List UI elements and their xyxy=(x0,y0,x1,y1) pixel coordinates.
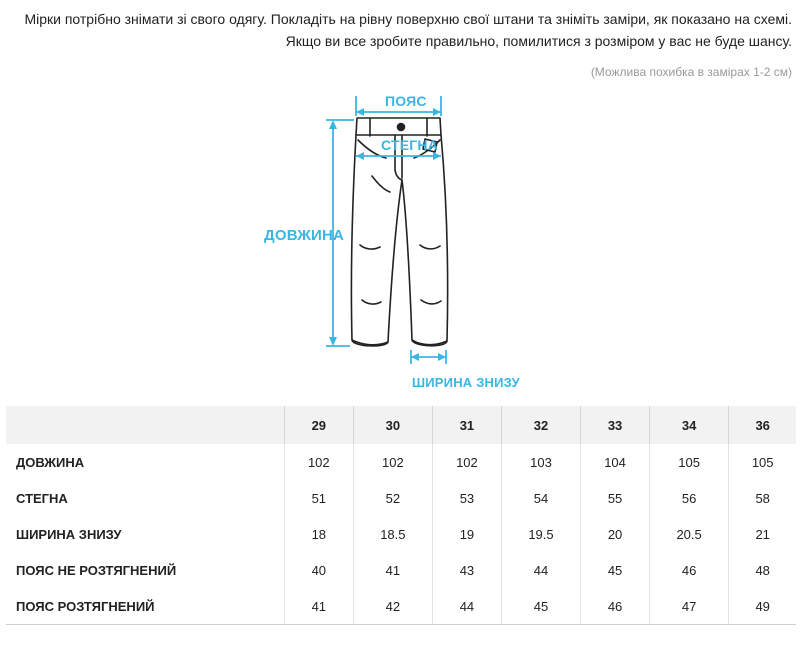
table-cell: 55 xyxy=(581,480,650,516)
hem-width-label: ШИРИНА ЗНИЗУ xyxy=(412,375,520,390)
table-cell: 56 xyxy=(649,480,729,516)
table-cell: 49 xyxy=(729,588,796,625)
table-cell: 19.5 xyxy=(501,516,581,552)
size-header: 31 xyxy=(433,406,502,444)
size-header: 32 xyxy=(501,406,581,444)
table-cell: 102 xyxy=(353,444,433,480)
table-cell: 58 xyxy=(755,490,770,506)
intro-line-1: Мірки потрібно знімати зі свого одягу. Покладіть на рівну поверхню свої штани та зніміть заміри, як показано на схемі. xyxy=(24,11,792,27)
table-cell: 41 xyxy=(353,552,433,588)
table-cell: 52 xyxy=(353,480,433,516)
table-cell: 46 xyxy=(649,552,729,588)
table-cell: 20 xyxy=(581,516,650,552)
table-cell: 47 xyxy=(649,588,729,625)
waist-label: ПОЯС xyxy=(385,93,427,109)
table-row xyxy=(6,480,796,516)
size-header: 33 xyxy=(581,406,650,444)
table-cell: 41 xyxy=(285,588,354,625)
size-header: 29 xyxy=(285,406,354,444)
row-label: ШИРИНА ЗНИЗУ xyxy=(6,516,285,552)
table-row xyxy=(6,552,796,588)
size-chart-table xyxy=(6,406,796,625)
size-header-row xyxy=(6,406,796,444)
table-cell: 48 xyxy=(755,562,770,578)
intro-line-2: Якщо ви все зробите правильно, помилитися з розміром у вас не буде шансу. xyxy=(285,33,792,49)
hip-label: СТЕГНА xyxy=(381,137,439,153)
header-empty-cell xyxy=(6,406,285,444)
table-row xyxy=(6,444,796,480)
table-cell: 54 xyxy=(501,480,581,516)
table-cell: 20.5 xyxy=(649,516,729,552)
size-header: 36 xyxy=(729,406,796,444)
table-cell: 105 xyxy=(649,444,729,480)
table-cell: 18 xyxy=(285,516,354,552)
measurement-error-note: (Можлива похибка в замірах 1-2 см) xyxy=(590,65,792,79)
table-cell: 105 xyxy=(751,454,774,470)
length-label: ДОВЖИНА xyxy=(264,227,345,244)
table-cell: 44 xyxy=(501,552,581,588)
table-cell: 103 xyxy=(501,444,581,480)
table-cell: 45 xyxy=(581,552,650,588)
row-label: СТЕГНА xyxy=(6,480,285,516)
table-cell: 53 xyxy=(433,480,502,516)
row-label: ПОЯС РОЗТЯГНЕНИЙ xyxy=(6,588,285,625)
table-cell: 21 xyxy=(755,526,770,542)
table-cell: 51 xyxy=(285,480,354,516)
table-cell: 102 xyxy=(285,444,354,480)
table-cell: 40 xyxy=(285,552,354,588)
size-header: 34 xyxy=(649,406,729,444)
table-cell: 43 xyxy=(433,552,502,588)
table-cell: 46 xyxy=(581,588,650,625)
table-cell: 45 xyxy=(501,588,581,625)
row-label: ДОВЖИНА xyxy=(6,444,285,480)
table-cell: 102 xyxy=(433,444,502,480)
table-row xyxy=(6,516,796,552)
table-cell: 18.5 xyxy=(353,516,433,552)
table-cell: 42 xyxy=(353,588,433,625)
table-cell: 19 xyxy=(433,516,502,552)
row-label: ПОЯС НЕ РОЗТЯГНЕНИЙ xyxy=(6,552,285,588)
table-cell: 104 xyxy=(581,444,650,480)
size-header: 30 xyxy=(353,406,433,444)
table-row xyxy=(6,588,796,625)
table-cell: 44 xyxy=(433,588,502,625)
intro-text xyxy=(2,8,792,52)
